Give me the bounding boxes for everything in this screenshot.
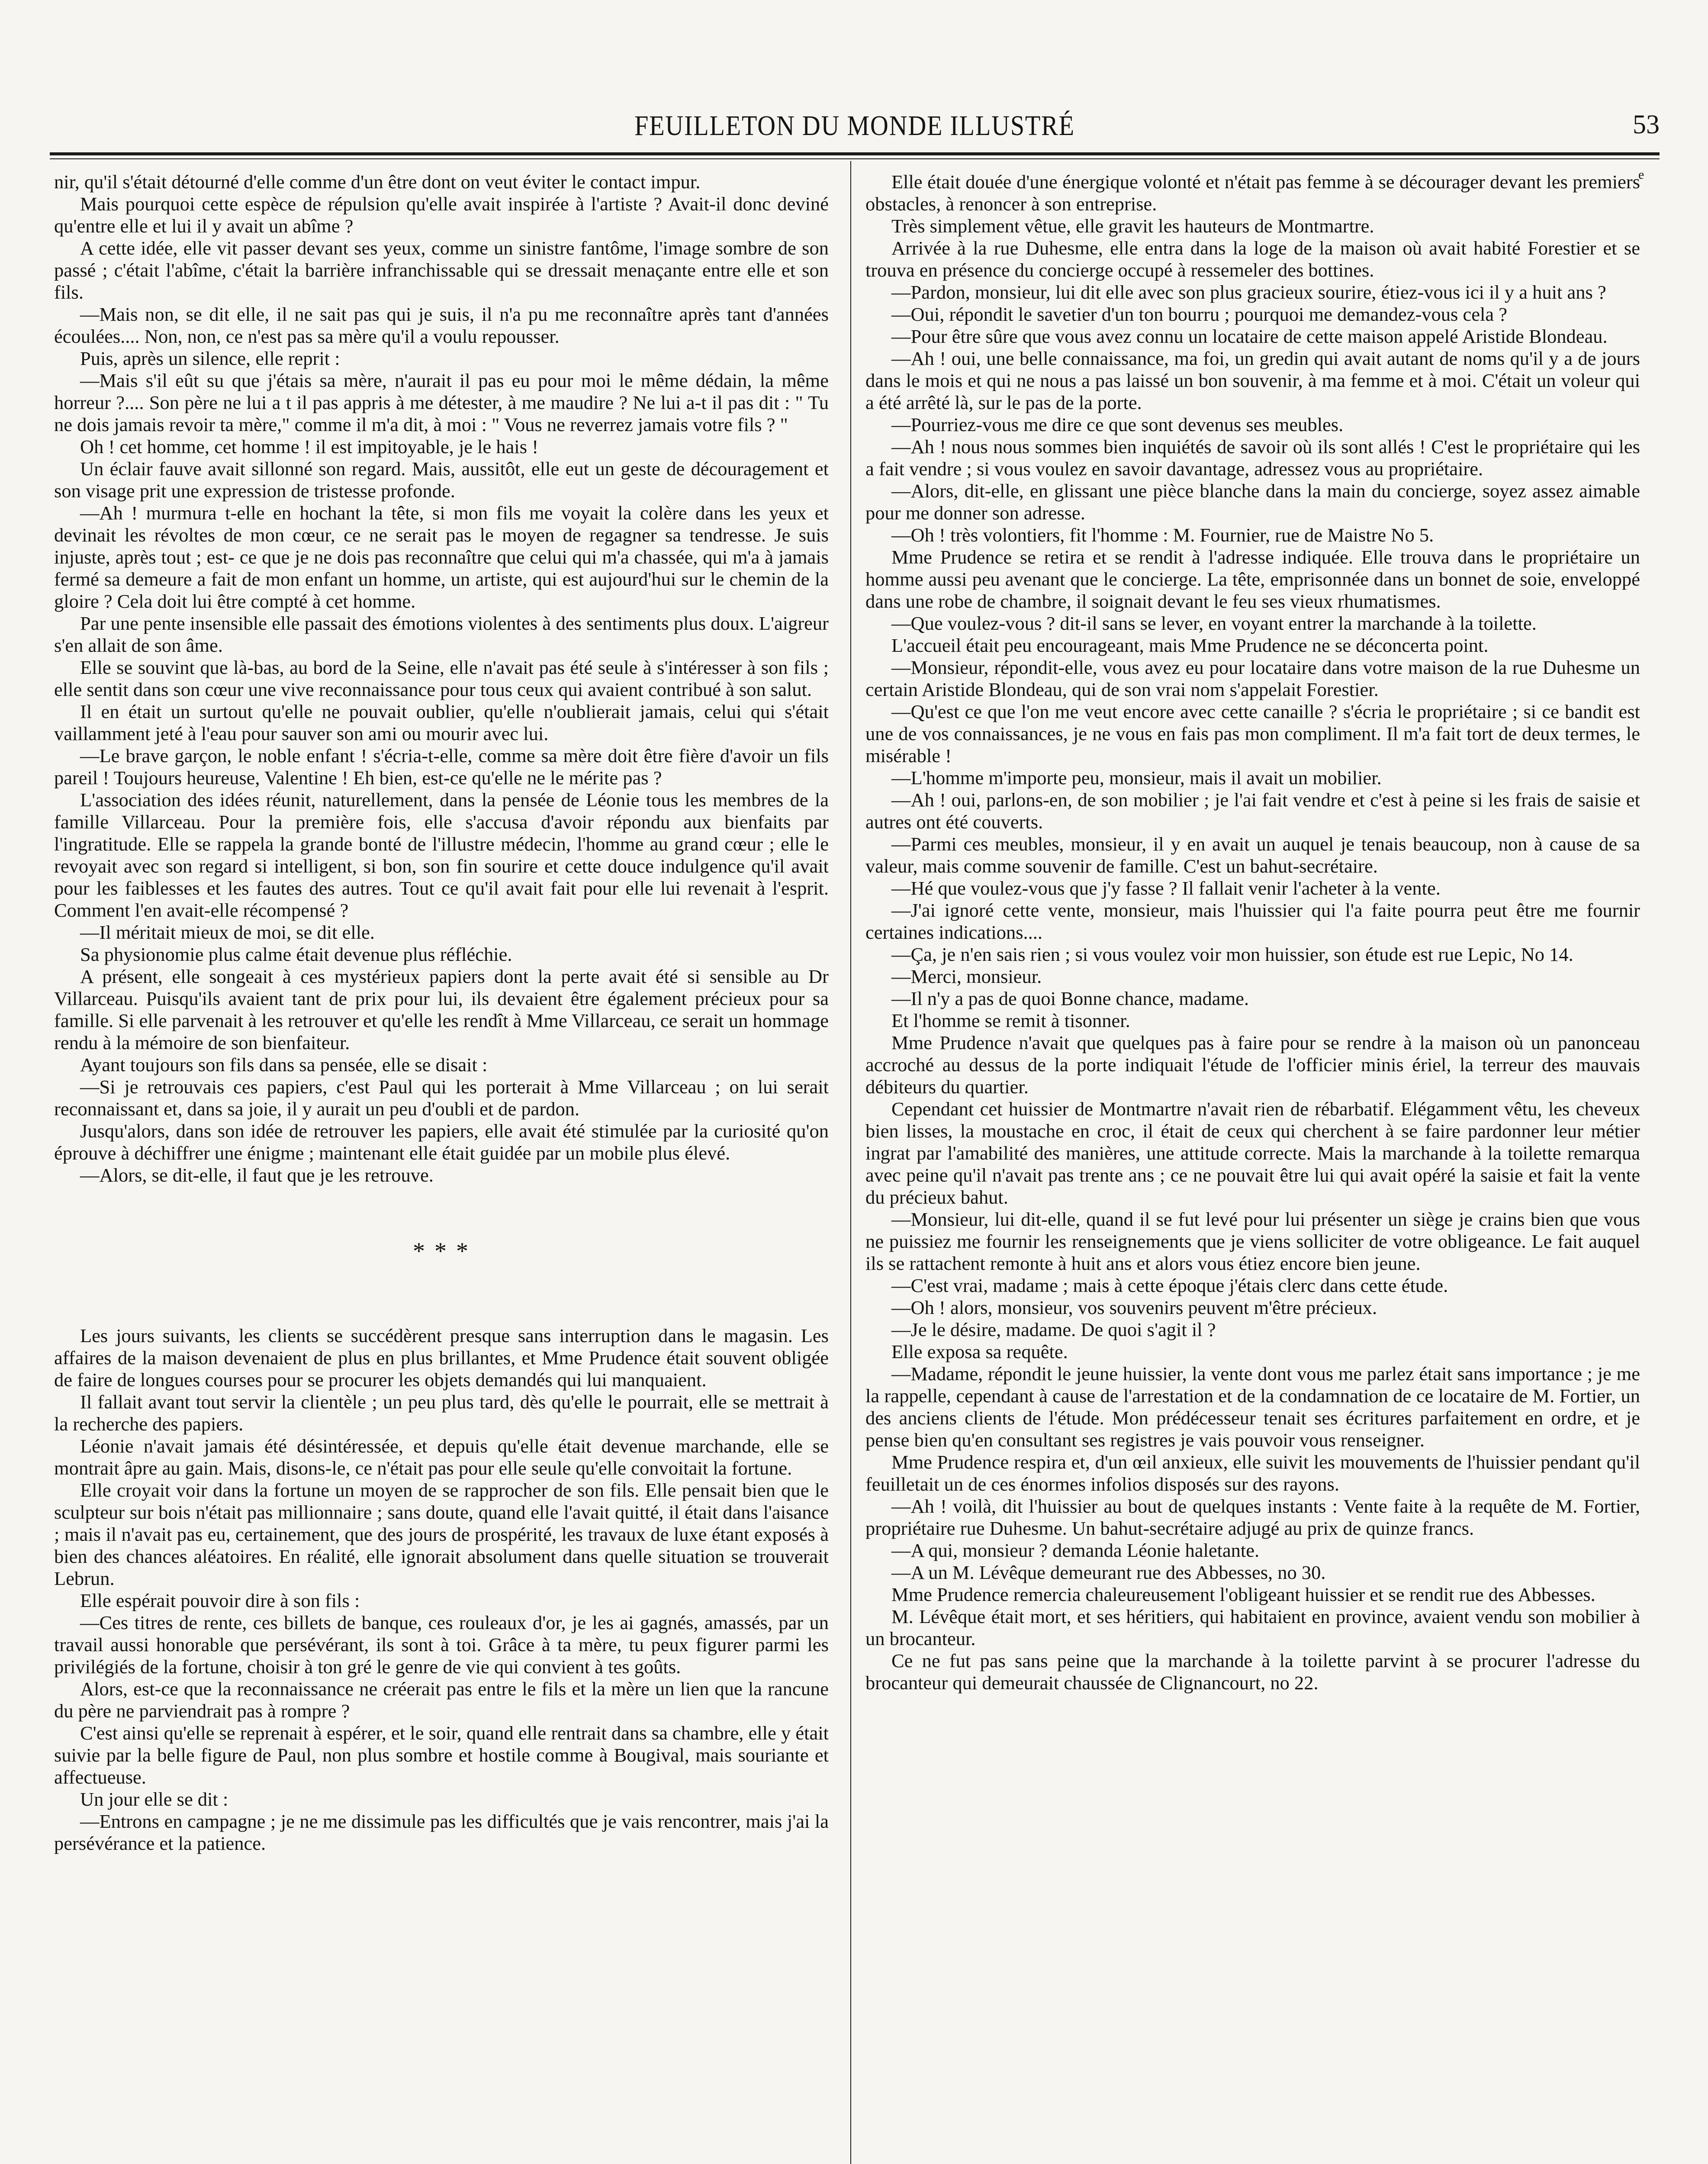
paragraph: A cette idée, elle vit passer devant ses yeux, comme un sinistre fantôme, l'image sombre de son passé ; c'était l'abîme, c'était la barrière infranchissable qui se dressait menaçante entre elle et son fils. [54,237,829,303]
margin-mark: e [1638,167,1644,182]
paragraph: Mme Prudence n'avait que quelques pas à faire pour se rendre à la maison où un panonceau accroché au dessus de la porte indiquait l'étude de l'officier minis ériel, la terreur des mauvais débiteurs du quartier. [865,1032,1640,1098]
header-rule-thick [50,152,1660,155]
paragraph: Oh ! cet homme, cet homme ! il est impitoyable, je le hais ! [80,436,539,457]
paragraph: —Ça, je n'en sais rien ; si vous voulez voir mon huissier, son étude est rue Lepic, No 14. [891,944,1573,965]
paragraph: —Pour être sûre que vous avez connu un locataire de cette maison appelé Aristide Blondeau. [891,325,1608,347]
paragraph: Mme Prudence remercia chaleureusement l'obligeant huissier et se rendit rue des Abbesses. [891,1584,1595,1605]
paragraph: Elle exposa sa requête. [891,1341,1068,1362]
paragraph: Un éclair fauve avait sillonné son regard. Mais, aussitôt, elle eut un geste de découragement et son visage prit une expression de tristesse profonde. [54,458,829,502]
section-break-asterism: * * * [413,1238,470,1265]
paragraph: —Entrons en campagne ; je ne me dissimule pas les difficultés que je vais rencontrer, mais j'ai la persévérance et la patience. [54,1810,829,1854]
paragraph: —Pourriez-vous me dire ce que sont devenus ses meubles. [891,414,1344,435]
left-column [54,171,829,1855]
paragraph: —Il n'y a pas de quoi Bonne chance, madame. [891,988,1249,1009]
paragraph: —Je le désire, madame. De quoi s'agit il ? [891,1319,1216,1340]
paragraph: Cependant cet huissier de Montmartre n'avait rien de rébarbatif. Elégamment vêtu, les cheveux bien lisses, la moustache en croc, il était de ceux qui cherchent à se faire pardonner leur métier ingrat par l'amabilité des manières, une attitude correcte. Mais la marchande à la toilette remarqua avec peine qu'il n'avait pas trente ans ; ce ne pouvait être lui qui avait opéré la saisie et fait la vente du précieux bahut. [865,1098,1640,1208]
paragraph: —L'homme m'importe peu, monsieur, mais il avait un mobilier. [891,767,1382,789]
page-title: FEUILLETON DU MONDE ILLUSTRÉ [634,110,1075,142]
paragraph: Mais pourquoi cette espèce de répulsion qu'elle avait inspirée à l'artiste ? Avait-il donc deviné qu'entre elle et lui il y avait un abîme ? [54,193,829,237]
paragraph: —C'est vrai, madame ; mais à cette époque j'étais clerc dans cette étude. [891,1275,1448,1296]
paragraph: —J'ai ignoré cette vente, monsieur, mais l'huissier qui l'a faite pourra peut être me fournir certaines indications.... [865,899,1640,943]
paragraph: nir, qu'il s'était détourné d'elle comme d'un être dont on veut éviter le contact impur. [54,171,701,193]
paragraph: —Ah ! murmura t-elle en hochant la tête, si mon fils me voyait la colère dans les yeux et devinait les révoltes de mon cœur, ce ne serait pas le moyen de regagner sa tendresse. Je suis injuste, après tout ; est- ce que je ne dois pas reconnaître que celui qui m'a chassée, qui m'a à jamais fermé sa demeure a fait de mon enfant un homme, un artiste, qui est aujourd'hui sur le chemin de la gloire ? Cela doit lui être compté à cet homme. [54,502,829,612]
paragraph: —Madame, répondit le jeune huissier, la vente dont vous me parlez était sans importance ; je me la rappelle, cependant à cause de l'arrestation et de la condamnation de ce locataire de M. Fortier, un des anciens clients de l'étude. Mon prédécesseur tenait ses écritures parfaitement en ordre, et je pense bien qu'en consultant ses registres je vais pouvoir vous renseigner. [865,1363,1640,1451]
header-rule-thin [50,158,1660,159]
paragraph: Elle espérait pouvoir dire à son fils : [80,1590,360,1611]
paragraph: Elle se souvint que là-bas, au bord de la Seine, elle n'avait pas été seule à s'intéresser à son fils ; elle sentit dans son cœur une vive reconnaissance pour tous ceux qui avaient contribué à son salut. [54,657,829,700]
paragraph: Jusqu'alors, dans son idée de retrouver les papiers, elle avait été stimulée par la curiosité qu'on éprouve à déchiffrer une énigme ; maintenant elle était guidée par un mobile plus élevé. [54,1120,829,1164]
paragraph: Ayant toujours son fils dans sa pensée, elle se disait : [80,1054,488,1076]
paragraph: —Oh ! très volontiers, fit l'homme : M. Fournier, rue de Maistre No 5. [891,524,1434,546]
paragraph: —Alors, dit-elle, en glissant une pièce blanche dans la main du concierge, soyez assez aimable pour me donner son adresse. [865,480,1640,524]
left-column-text [54,171,829,1186]
paragraph: —A qui, monsieur ? demanda Léonie haletante. [891,1539,1260,1561]
paragraph: —Que voulez-vous ? dit-il sans se lever, en voyant entrer la marchande à la toilette. [891,612,1537,634]
paragraph: —Monsieur, répondit-elle, vous avez eu pour locataire dans votre maison de la rue Duhesme un certain Aristide Blondeau, qui de son vrai nom s'appelait Forestier. [865,657,1640,700]
paragraph: —Ah ! oui, parlons-en, de son mobilier ; je l'ai fait vendre et c'est à peine si les frais de saisie et autres ont été couverts. [865,789,1640,833]
paragraph: —Ces titres de rente, ces billets de banque, ces rouleaux d'or, je les ai gagnés, amassés, par un travail aussi honorable que persévérant, ils sont à toi. Grâce à ta mère, tu peux figurer parmi les privilégiés de la fortune, choisir à ton gré le genre de vie qui convient à tes goûts. [54,1612,829,1678]
paragraph: Il en était un surtout qu'elle ne pouvait oublier, qu'elle n'oublierait jamais, celui qui s'était vaillamment jeté à l'eau pour sauver son ami ou mourir avec lui. [54,701,829,744]
paragraph: —Mais non, se dit elle, il ne sait pas qui je suis, il n'a pu me reconnaître après tant d'années écoulées.... Non, non, ce n'est pas sa mère qu'il a voulu repousser. [54,303,829,347]
paragraph: L'accueil était peu encourageant, mais Mme Prudence ne se déconcerta point. [891,634,1489,656]
paragraph: —Hé que voulez-vous que j'y fasse ? Il fallait venir l'acheter à la vente. [891,877,1441,899]
paragraph: —A un M. Lévêque demeurant rue des Abbesses, no 30. [891,1562,1326,1583]
paragraph: —Ah ! voilà, dit l'huissier au bout de quelques instants : Vente faite à la requête de M. Fortier, propriétaire rue Duhesme. Un bahut-secrétaire adjugé au prix de quinze francs. [865,1495,1640,1539]
paragraph: Sa physionomie plus calme était devenue plus réfléchie. [80,944,512,965]
paragraph: —Alors, se dit-elle, il faut que je les retrouve. [80,1164,434,1186]
left-column-text-after-break [54,1325,829,1855]
paragraph: —Ah ! nous nous sommes bien inquiétés de savoir où ils sont allés ! C'est le propriétaire qui les a fait vendre ; si vous voulez en savoir davantage, adressez vous au propriétaire. [865,436,1640,480]
page-header [50,102,1660,149]
paragraph: Alors, est-ce que la reconnaissance ne créerait pas entre le fils et la mère un lien que la rancune du père ne parviendrait pas à rompre ? [54,1678,829,1722]
paragraph: Mme Prudence respira et, d'un œil anxieux, elle suivit les mouvements de l'huissier pendant qu'il feuilletait un de ces énormes infolios disposés sur des rayons. [865,1451,1640,1495]
paragraph: —Ah ! oui, une belle connaissance, ma foi, un gredin qui avait autant de noms qu'il y a de jours dans le mois et qui ne nous a pas laissé un bon souvenir, à ma femme et à moi. C'était un voleur qui a été arrêté là, sur le pas de la porte. [865,348,1640,413]
paragraph: Mme Prudence se retira et se rendit à l'adresse indiquée. Elle trouva dans le propriétaire un homme aussi peu avenant que le concierge. La tête, emprisonnée dans un bonnet de soie, enveloppé dans une robe de chambre, il soignait devant le feu ses vieux rhumatismes. [865,546,1640,612]
paragraph: —Oh ! alors, monsieur, vos souvenirs peuvent m'être précieux. [891,1297,1377,1318]
paragraph: Les jours suivants, les clients se succédèrent presque sans interruption dans le magasin. Les affaires de la maison devenaient de plus en plus brillantes, et Mme Prudence était souvent obligée de faire de longues courses pour se procurer les objets demandés qui lui manquaient. [54,1325,829,1391]
paragraph: —Il méritait mieux de moi, se dit elle. [80,921,375,943]
paragraph: M. Lévêque était mort, et ses héritiers, qui habitaient en province, avaient vendu son mobilier à un brocanteur. [865,1606,1640,1649]
paragraph: —Le brave garçon, le noble enfant ! s'écria-t-elle, comme sa mère doit être fière d'avoir un fils pareil ! Toujours heureuse, Valentine ! Eh bien, est-ce qu'elle ne le mérite pas ? [54,745,829,789]
paragraph: Puis, après un silence, elle reprit : [80,348,340,369]
paragraph: Léonie n'avait jamais été désintéressée, et depuis qu'elle était devenue marchande, elle se montrait âpre au gain. Mais, disons-le, ce n'était pas pour elle seule qu'elle convoitait la fortune. [54,1435,829,1479]
paragraph: C'est ainsi qu'elle se reprenait à espérer, et le soir, quand elle rentrait dans sa chambre, elle y était suivie par la belle figure de Paul, non plus sombre et hostile comme à Bougival, mais souriante et affectueuse. [54,1722,829,1788]
paragraph: —Merci, monsieur. [891,966,1042,987]
paragraph: A présent, elle songeait à ces mystérieux papiers dont la perte avait été si sensible au Dr Villarceau. Puisqu'ils avaient tant de prix pour lui, ils devaient être également précieux pour sa famille. Si elle parvenait à les retrouver et qu'elle les rendît à Mme Villarceau, ce serait un hommage rendu à la mémoire de son bienfaiteur. [54,966,829,1053]
column-divider [850,161,851,2164]
paragraph: Il fallait avant tout servir la clientèle ; un peu plus tard, dès qu'elle le pourrait, elle se mettrait à la recherche des papiers. [54,1391,829,1435]
right-column-text [865,171,1640,1694]
paragraph: Elle était douée d'une énergique volonté et n'était pas femme à se décourager devant les premiers obstacles, à renoncer à son entreprise. [865,171,1640,215]
paragraph: —Qu'est ce que l'on me veut encore avec cette canaille ? s'écria le propriétaire ; si ce bandit est une de vos connaissances, je ne vous en fais pas mon compliment. Il m'a fait tort de deux termes, le misérable ! [865,701,1640,766]
paragraph: Et l'homme se remit à tisonner. [891,1010,1130,1031]
paragraph: Un jour elle se dit : [80,1788,228,1810]
paragraph: —Mais s'il eût su que j'étais sa mère, n'aurait il pas eu pour moi le même dédain, la même horreur ?.... Son père ne lui a t il pas appris à me détester, à me maudire ? Ne lui a-t il pas dit : " Tu ne dois jamais revoir ta mère," comme il m'a dit, à moi : " Vous ne reverrez jamais votre fils ? " [54,370,829,435]
paragraph: —Oui, répondit le savetier d'un ton bourru ; pourquoi me demandez-vous cela ? [891,303,1507,325]
paragraph: —Monsieur, lui dit-elle, quand il se fut levé pour lui présenter un siège je crains bien que vous ne puissiez me fournir les renseignements que je viens solliciter de votre obligeance. Le fait auquel ils se rattachent remonte à huit ans et alors vous étiez encore bien jeune. [865,1208,1640,1274]
right-column [865,171,1640,1694]
paragraph: —Parmi ces meubles, monsieur, il y en avait un auquel je tenais beaucoup, non à cause de sa valeur, mais comme souvenir de famille. C'est un bahut-secrétaire. [865,833,1640,877]
paragraph: Elle croyait voir dans la fortune un moyen de se rapprocher de son fils. Elle pensait bien que le sculpteur sur bois n'était pas millionnaire ; sans doute, quand elle l'avait quitté, il était dans l'aisance ; mais il n'avait pas eu, certainement, que des jours de prospérité, les travaux de luxe étant exposés à bien des chances aléatoires. En réalité, elle ignorait absolument dans quelle situation se trouverait Lebrun. [54,1479,829,1589]
paragraph: —Pardon, monsieur, lui dit elle avec son plus gracieux sourire, étiez-vous ici il y a huit ans ? [891,281,1606,303]
page-number: 53 [1633,110,1660,139]
paragraph: —Si je retrouvais ces papiers, c'est Paul qui les porterait à Mme Villarceau ; on lui serait reconnaissant et, dans sa joie, il y aurait un peu d'oubli et de pardon. [54,1076,829,1120]
paragraph: L'association des idées réunit, naturellement, dans la pensée de Léonie tous les membres de la famille Villarceau. Pour la première fois, elle s'accusa d'avoir répondu aux bienfaits par l'ingratitude. Elle se rappela la grande bonté de l'illustre médecin, l'homme au grand cœur ; elle le revoyait avec son regard si intelligent, si bon, son fin sourire et cette douce indulgence qu'il avait pour les faiblesses et les fautes des autres. Tout ce qu'il avait fait pour elle lui revenait à l'esprit. Comment l'en avait-elle récompensé ? [54,789,829,921]
paragraph: Arrivée à la rue Duhesme, elle entra dans la loge de la maison où avait habité Forestier et se trouva en présence du concierge occupé à ressemeler des bottines. [865,237,1640,281]
paragraph: Par une pente insensible elle passait des émotions violentes à des sentiments plus doux. L'aigreur s'en allait de son âme. [54,612,829,656]
paragraph: Ce ne fut pas sans peine que la marchande à la toilette parvint à se procurer l'adresse du brocanteur qui demeurait chaussée de Clignancourt, no 22. [865,1650,1640,1694]
paragraph: Très simplement vêtue, elle gravit les hauteurs de Montmartre. [891,215,1374,237]
